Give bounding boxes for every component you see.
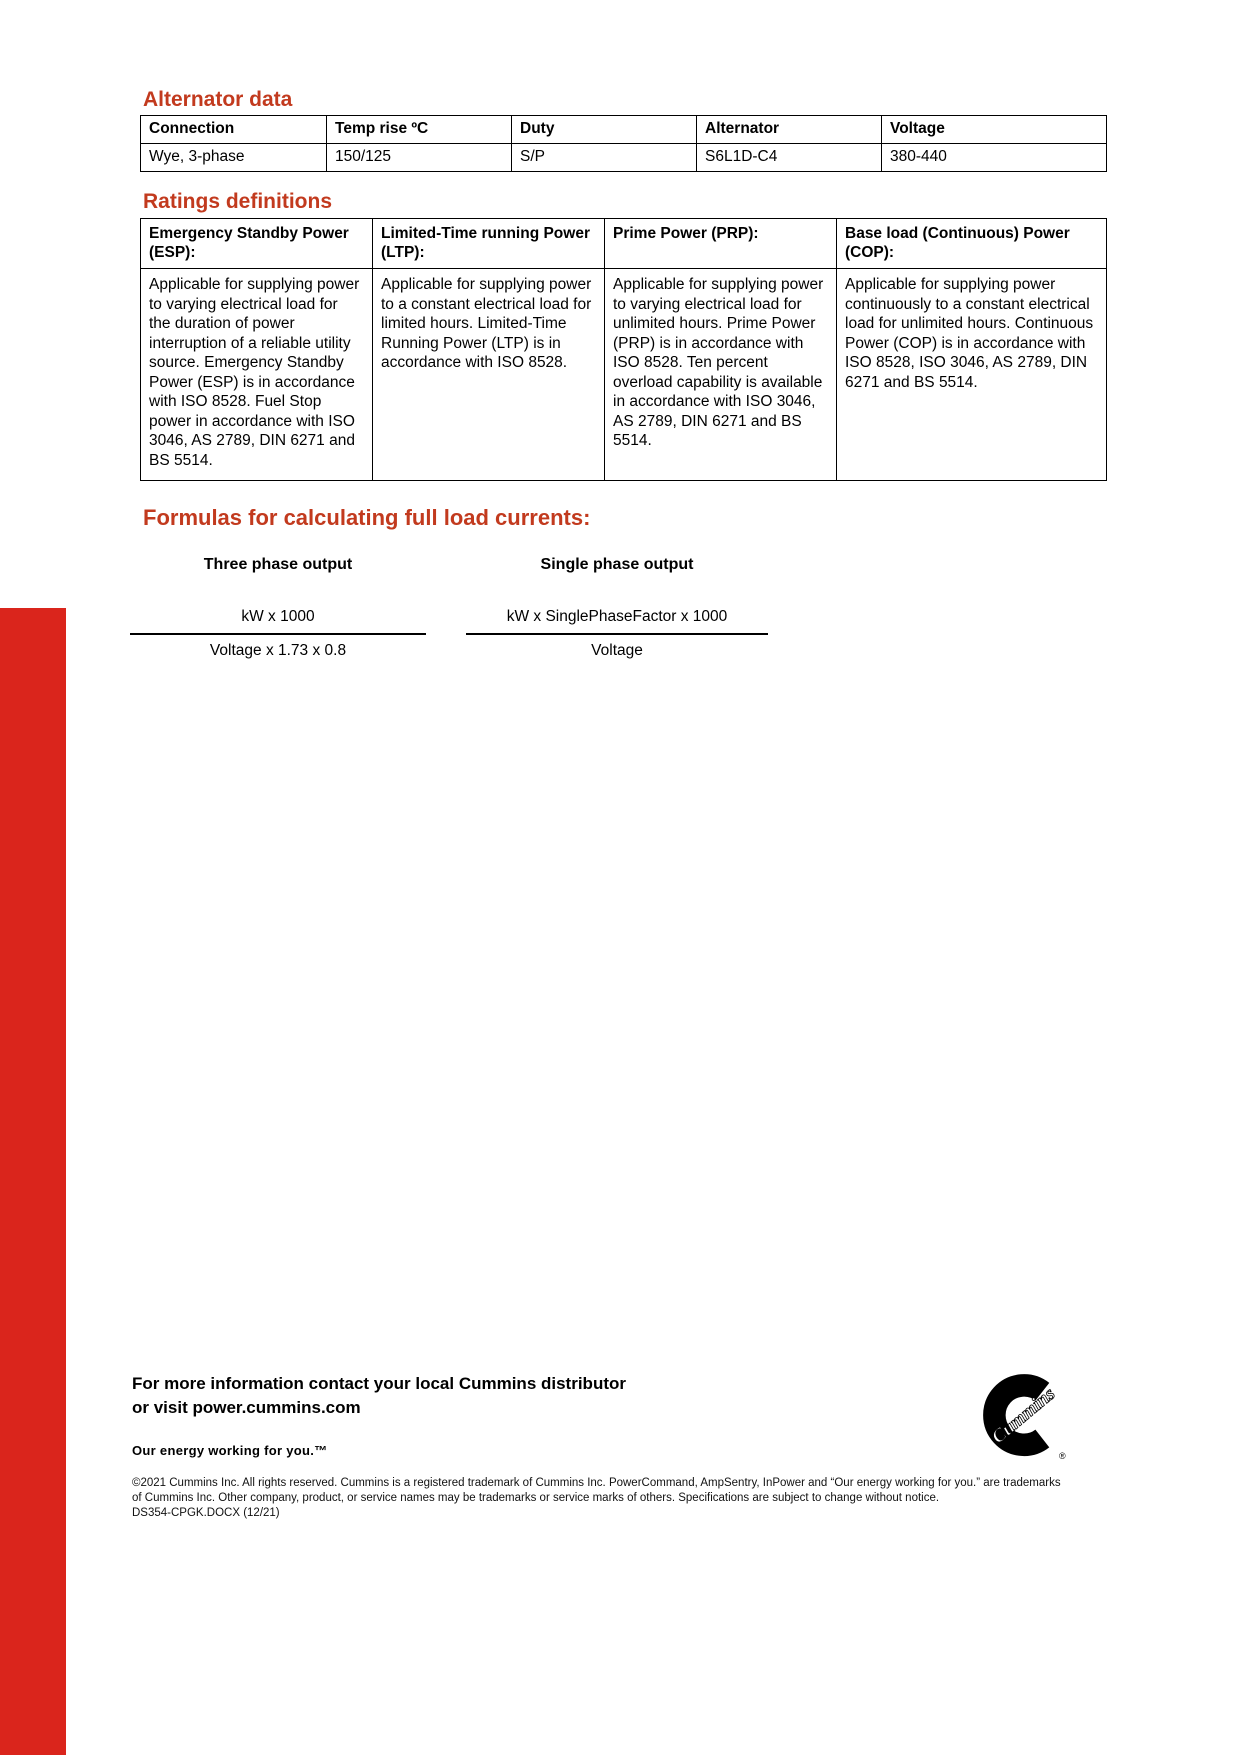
cummins-logo xyxy=(978,1368,1068,1464)
ltp-definition: Applicable for supplying power to a constant electrical load for limited hours. Limited-Time Running Power (LTP) is in accordance with ISO 8528. xyxy=(373,269,605,481)
cummins-logo-wordmark: Cummins xyxy=(987,1383,1060,1449)
footer-contact-line1: For more information contact your local Cummins distributor xyxy=(132,1374,626,1393)
three-phase-denominator: Voltage x 1.73 x 0.8 xyxy=(209,642,347,659)
ratings-body-row xyxy=(141,269,1107,481)
cop-definition: Applicable for supplying power continuously to a constant electrical load for unlimited hours. Continuous Power (COP) is in accordance with ISO 8528, ISO 3046, AS 2789, DIN 6271 and BS 5514. xyxy=(837,269,1107,481)
col-header-esp: Emergency Standby Power (ESP): xyxy=(141,219,373,269)
alternator-data-table xyxy=(140,115,1107,172)
single-phase-label: Single phase output xyxy=(540,556,694,573)
single-phase-numerator: kW x SinglePhaseFactor x 1000 xyxy=(466,608,768,635)
footer-contact-line2: or visit power.cummins.com xyxy=(132,1398,361,1417)
cummins-logo-icon xyxy=(978,1368,1068,1464)
brand-tagline: Our energy working for you.™ xyxy=(132,1443,328,1458)
single-phase-denominator: Voltage xyxy=(591,642,643,659)
formulas-section xyxy=(130,556,768,660)
copyright-text: ©2021 Cummins Inc. All rights reserved. Cummins is a registered trademark of Cummins Inc. PowerCommand, AmpSentry, InPower and “Our energy working for you.” are trademarks of Cummins Inc. Other company, product, or service names may be trademarks or service marks of others. Specifications are subject to change without notice. xyxy=(132,1477,1061,1504)
alternator-data-heading: Alternator data xyxy=(143,88,293,111)
cell-duty: S/P xyxy=(512,144,697,172)
footer-contact xyxy=(132,1372,626,1420)
registered-mark: ® xyxy=(1059,1451,1066,1462)
three-phase-formula xyxy=(130,556,426,660)
col-header-duty: Duty xyxy=(512,116,697,144)
formulas-heading: Formulas for calculating full load currents: xyxy=(143,505,591,530)
cell-temp-rise: 150/125 xyxy=(327,144,512,172)
col-header-alternator: Alternator xyxy=(697,116,882,144)
cell-voltage: 380-440 xyxy=(882,144,1107,172)
col-header-voltage: Voltage xyxy=(882,116,1107,144)
esp-definition: Applicable for supplying power to varying electrical load for the duration of power interruption of a reliable utility source. Emergency Standby Power (ESP) is in accordance with ISO 8528. Fuel Stop power in accordance with ISO 3046, AS 2789, DIN 6271 and BS 5514. xyxy=(141,269,373,481)
cell-alternator: S6L1D-C4 xyxy=(697,144,882,172)
alternator-header-row xyxy=(141,116,1107,144)
copyright-block xyxy=(132,1476,1067,1521)
col-header-cop: Base load (Continuous) Power (COP): xyxy=(837,219,1107,269)
single-phase-formula xyxy=(466,556,768,660)
left-accent-bar xyxy=(0,608,66,1755)
cell-connection: Wye, 3-phase xyxy=(141,144,327,172)
prp-definition: Applicable for supplying power to varying electrical load for unlimited hours. Prime Power (PRP) is in accordance with ISO 8528. Ten percent overload capability is available in accordance with ISO 3046, AS 2789, DIN 6271 and BS 5514. xyxy=(605,269,837,481)
ratings-definitions-table xyxy=(140,218,1107,481)
ratings-definitions-heading: Ratings definitions xyxy=(143,190,332,213)
col-header-prp: Prime Power (PRP): xyxy=(605,219,837,269)
document-code: DS354-CPGK.DOCX (12/21) xyxy=(132,1507,280,1519)
three-phase-numerator: kW x 1000 xyxy=(130,608,426,635)
table-row xyxy=(141,144,1107,172)
col-header-ltp: Limited-Time running Power (LTP): xyxy=(373,219,605,269)
col-header-connection: Connection xyxy=(141,116,327,144)
ratings-header-row xyxy=(141,219,1107,269)
three-phase-label: Three phase output xyxy=(203,556,353,573)
col-header-temp-rise: Temp rise ºC xyxy=(327,116,512,144)
